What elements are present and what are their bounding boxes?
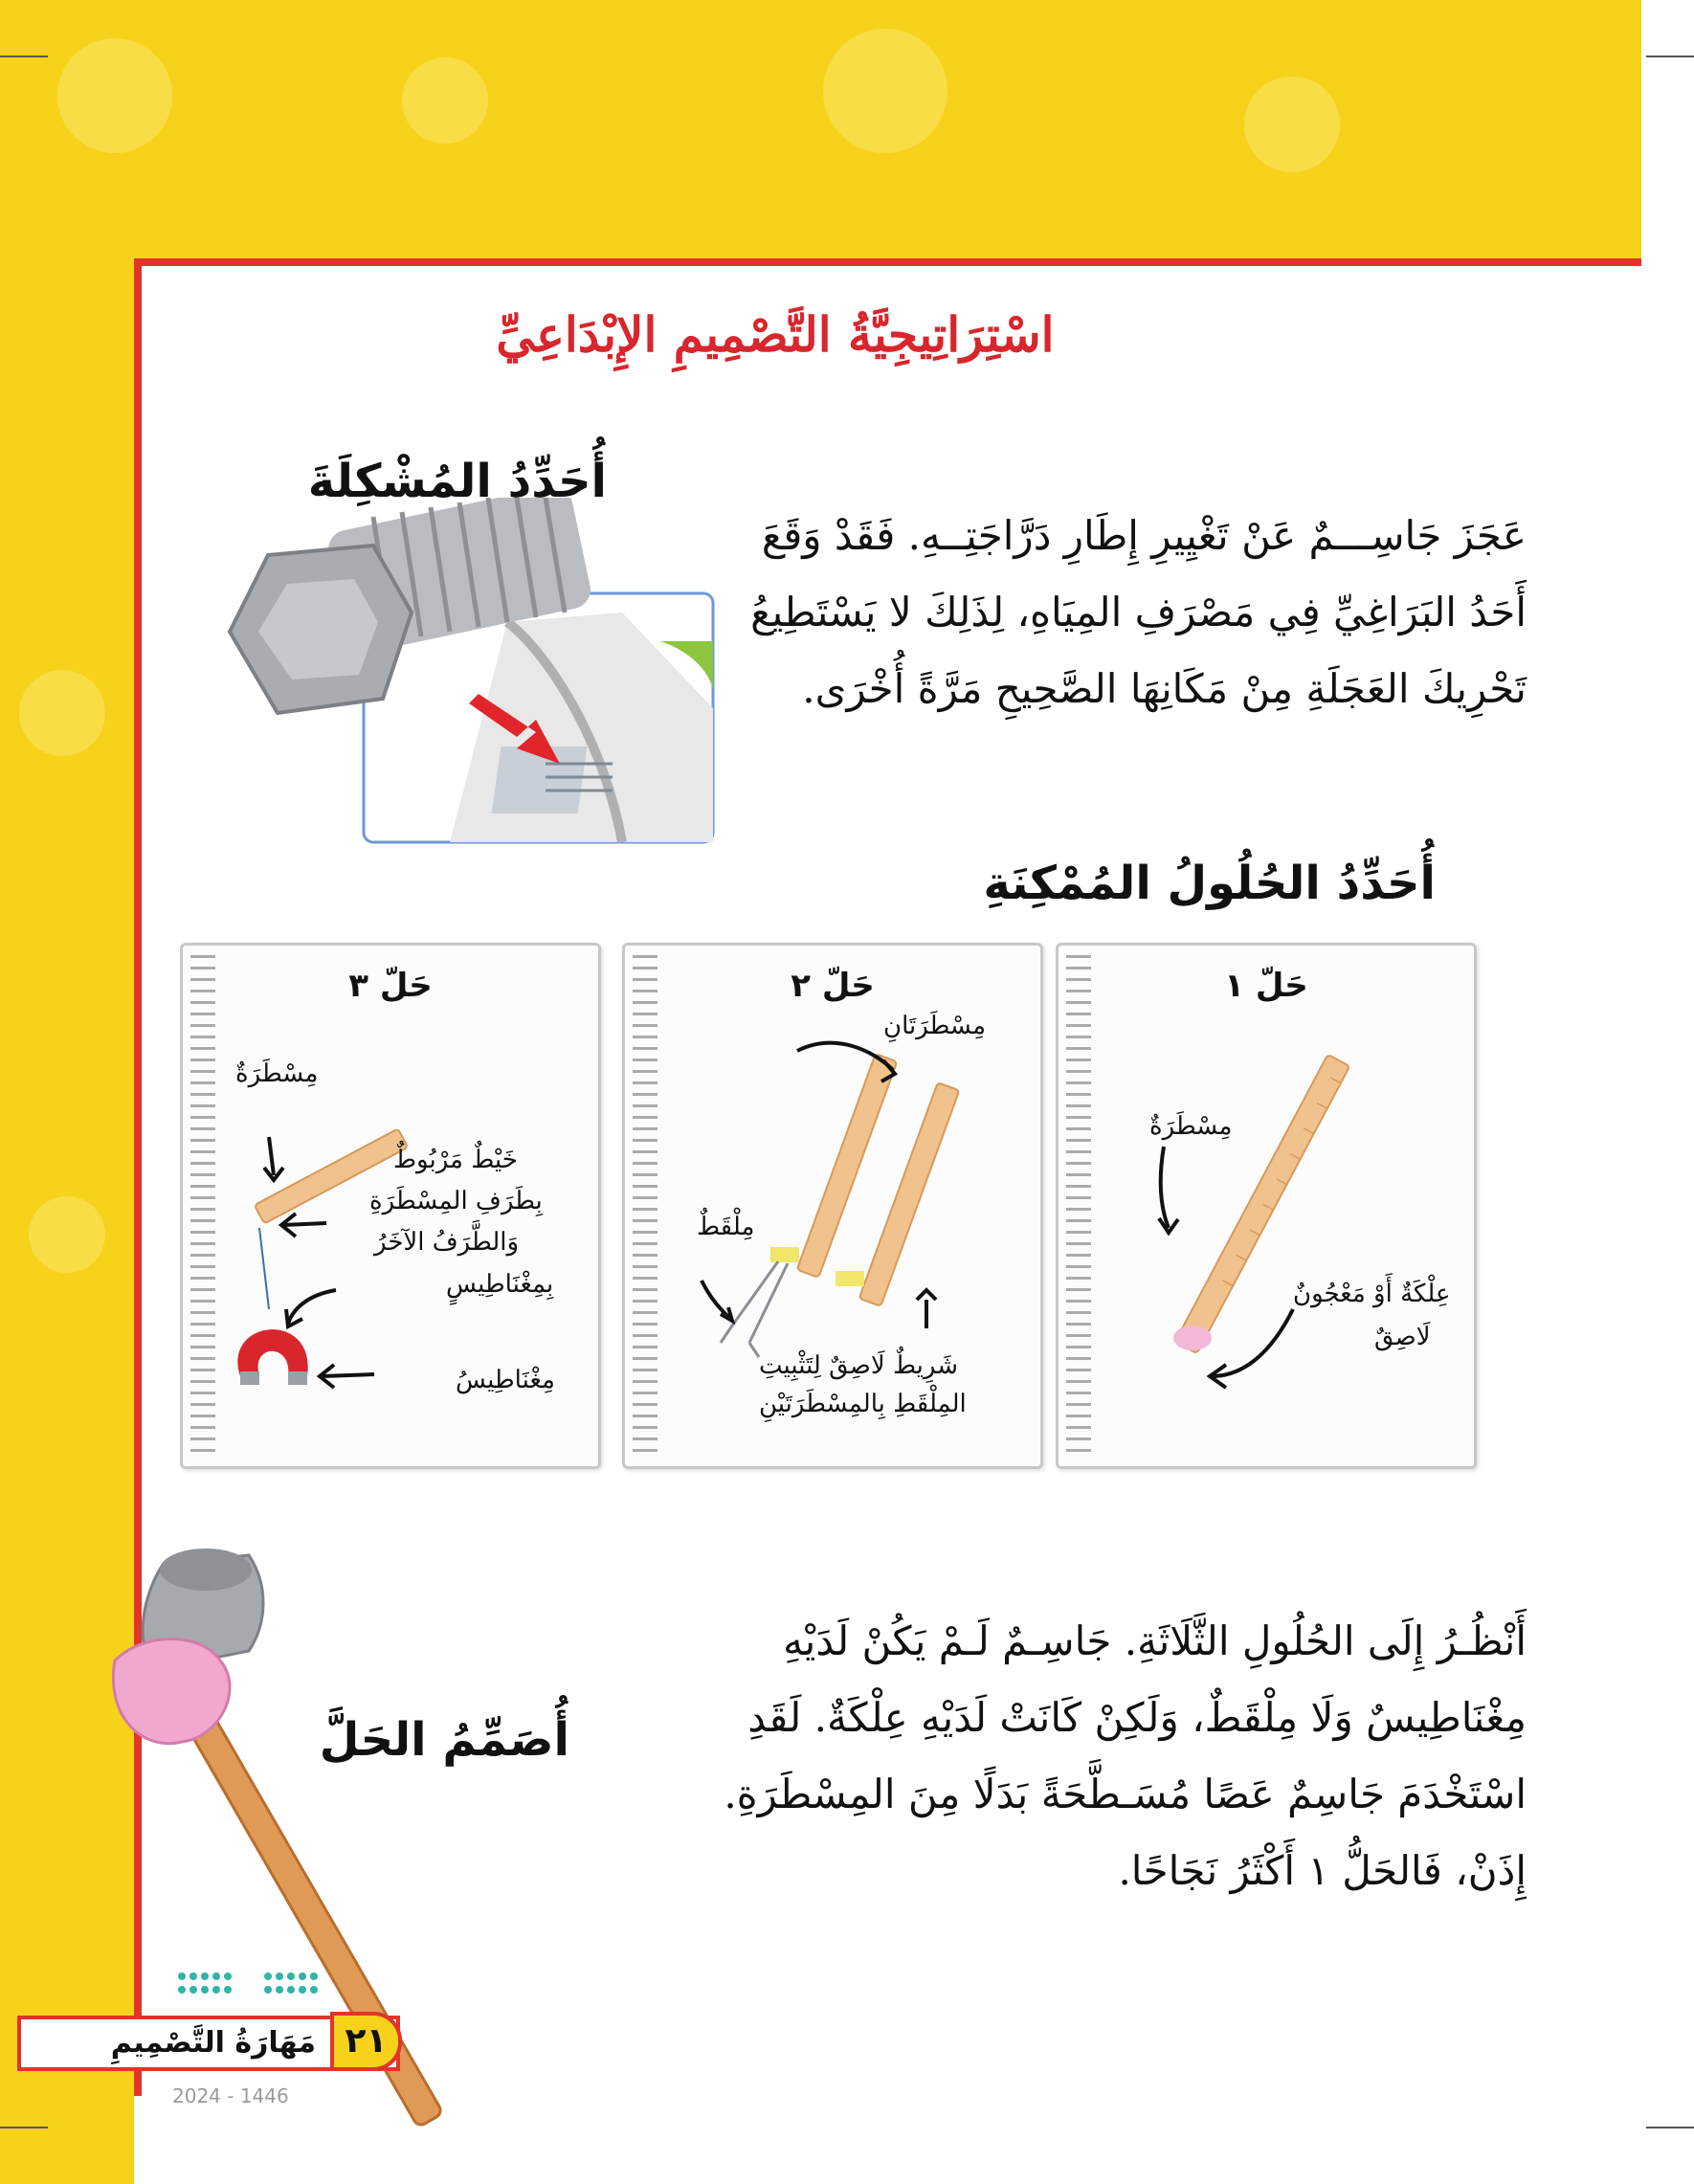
footer-chapter-label: مَهَارَةُ التَّصْمِيمِ <box>110 2026 316 2060</box>
bubble-decoration <box>19 670 105 756</box>
bubble-decoration <box>402 57 488 144</box>
solution-card-3 <box>180 943 601 1469</box>
design-line: مِغْنَاطِيسٌ وَلَا مِلْقَطٌ، وَلَكِنْ كَانَتْ لَدَيْهِ عِلْكَةٌ. لَقَدِ <box>747 1694 1527 1741</box>
two-rulers-clip-sketch <box>692 1013 1036 1376</box>
label-tape-2: المِلْقَطِ بِالمِسْطَرَتَيْنِ <box>759 1390 967 1418</box>
label-string-2: بِطَرَفِ المِسْطَرَةِ <box>369 1187 543 1215</box>
heading-identify-problem: أُحَدِّدُ المُشْكِلَةَ <box>307 455 607 508</box>
label-tape: شَرِيطٌ لَاصِقٌ لِتَثْبِيتِ <box>759 1351 958 1380</box>
solution-title: حَلّ ٣ <box>348 967 433 1005</box>
label-adhesive: لَاصِقٌ <box>1374 1323 1431 1351</box>
crop-mark <box>1646 56 1694 57</box>
page-number: ٢١ <box>330 2012 402 2071</box>
heading-possible-solutions: أُحَدِّدُ الحُلُولُ المُمْكِنَةِ <box>983 857 1436 910</box>
design-line: إِذَنْ، فَالحَلُّ ١ أَكْثَرُ نَجَاحًا. <box>1118 1847 1527 1894</box>
label-ruler: مِسْطَرَةٌ <box>1149 1112 1233 1141</box>
page-margin-right <box>1641 0 1694 2184</box>
label-string-3: وَالطَّرَفُ الآخَرُ <box>374 1228 520 1257</box>
problem-paragraph <box>742 498 1527 727</box>
solution-card-2 <box>622 943 1043 1469</box>
problem-line: عَجَزَ جَاسِـــمٌ عَنْ تَغْيِيرِ إِطَارِ دَرَّاجَتِــهِ. فَقَدْ وَقَعَ <box>761 512 1527 559</box>
bubble-decoration <box>29 1196 105 1273</box>
label-clip: مِلْقَطٌ <box>697 1213 755 1241</box>
problem-line: أَحَدُ البَرَاغِيِّ فِي مَصْرَفِ المِيَاهِ، لِذَلِكَ لا يَسْتَطِيعُ <box>750 589 1527 635</box>
heading-design-solution: أُصَمِّمُ الحَلَّ <box>319 1713 569 1767</box>
label-two-rulers: مِسْطَرَتَانِ <box>883 1012 987 1040</box>
bubble-decoration <box>57 38 172 153</box>
spiral-binding <box>633 955 658 1453</box>
label-gum: عِلْكَةٌ أَوْ مَعْجُونٌ <box>1293 1280 1451 1308</box>
page-title: اسْتِرَاتِيجِيَّةُ التَّصْمِيمِ الإِبْدَاعِيِّ <box>496 306 1055 363</box>
solution-card-1 <box>1056 943 1477 1469</box>
crop-mark <box>0 2127 48 2128</box>
label-string: خَيْطٌ مَرْبُوطٌ <box>393 1146 518 1174</box>
design-paragraph <box>689 1603 1527 1909</box>
bolt-drain-illustration <box>220 498 718 847</box>
design-line: اسْتَخْدَمَ جَاسِمٌ عَصًا مُسَـطَّحَةً بَدَلًا مِنَ المِسْطَرَةِ. <box>724 1771 1527 1817</box>
footer-year: 2024 - 1446 <box>172 2084 289 2107</box>
label-magnet: مِغْنَاطِيسُ <box>456 1366 555 1394</box>
ministry-logo <box>172 1967 335 2005</box>
problem-line: تَحْرِيكَ العَجَلَةِ مِنْ مَكَانِهَا الصَّحِيحِ مَرَّةً أُخْرَى. <box>802 665 1527 712</box>
solution-title: حَلّ ١ <box>1224 967 1308 1005</box>
bubble-decoration <box>823 29 947 153</box>
bubble-decoration <box>1244 77 1340 172</box>
design-line: أَنْظُـرُ إِلَى الحُلُولِ الثَّلَاثَةِ. جَاسِـمٌ لَـمْ يَكُنْ لَدَيْهِ <box>783 1617 1527 1664</box>
label-string-4: بِمِغْنَاطِيسٍ <box>446 1270 554 1299</box>
label-ruler: مِسْطَرَةٌ <box>235 1059 319 1088</box>
spiral-binding <box>1066 955 1091 1453</box>
crop-mark <box>0 56 48 57</box>
solution-title: حَلّ ٢ <box>791 967 875 1005</box>
crop-mark <box>1646 2127 1694 2128</box>
